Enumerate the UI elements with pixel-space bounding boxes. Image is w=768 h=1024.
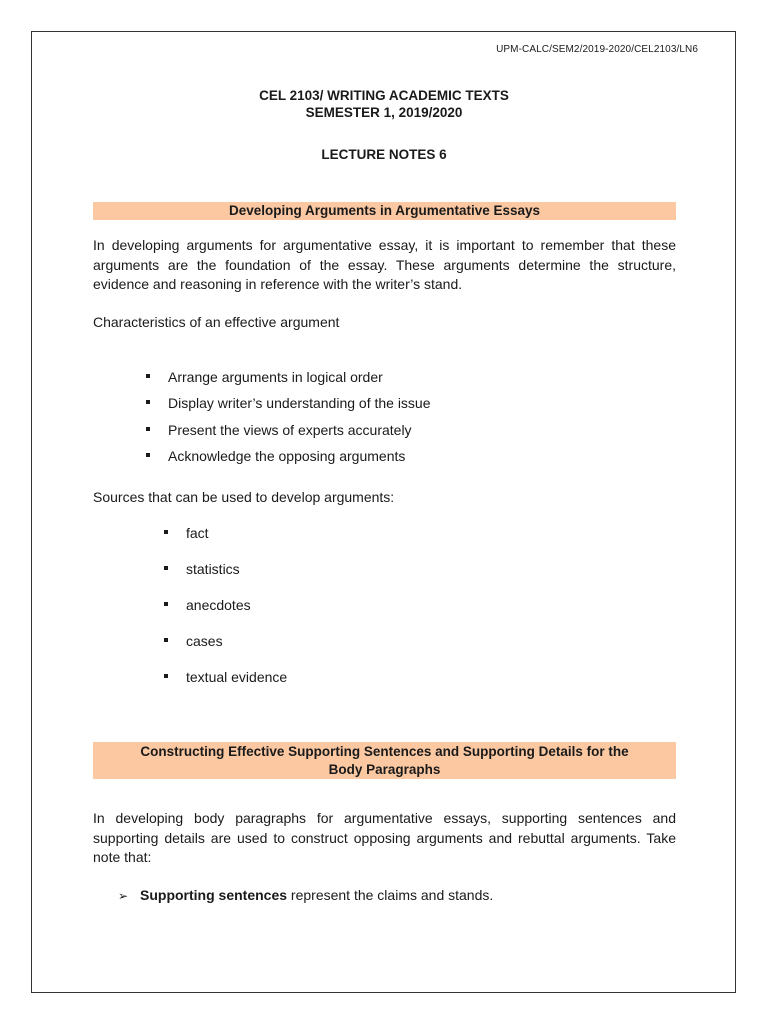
- square-bullet-icon: [146, 427, 150, 431]
- list-item-text: Display writer’s understanding of the issue: [168, 395, 431, 412]
- list-item: [164, 560, 287, 596]
- arrow-item-text: represent the claims and stands.: [287, 887, 494, 903]
- list-item-text: cases: [186, 633, 223, 649]
- square-bullet-icon: [164, 602, 168, 606]
- document-code: UPM-CALC/SEM2/2019-2020/CEL2103/LN6: [496, 44, 698, 55]
- arrow-bullet-icon: ➢: [118, 889, 129, 903]
- square-bullet-icon: [146, 374, 150, 378]
- sources-list: [164, 524, 287, 704]
- section-heading-developing-arguments: Developing Arguments in Argumentative Essays: [93, 202, 676, 220]
- list-item-text: Arrange arguments in logical order: [168, 369, 383, 385]
- list-item-text: Present the views of experts accurately: [168, 421, 412, 438]
- sources-intro: Sources that can be used to develop arguments:: [93, 489, 395, 505]
- list-item: [164, 524, 287, 560]
- square-bullet-icon: [164, 530, 168, 534]
- list-item: [164, 668, 287, 704]
- lecture-title: LECTURE NOTES 6: [321, 147, 447, 162]
- arrow-item-bold: Supporting sentences: [140, 887, 288, 903]
- semester-line: SEMESTER 1, 2019/2020: [305, 105, 463, 120]
- list-item-text: statistics: [186, 561, 240, 577]
- list-item-text: anecdotes: [186, 597, 251, 613]
- square-bullet-icon: [164, 566, 168, 570]
- square-bullet-icon: [164, 674, 168, 678]
- list-item: [164, 632, 287, 668]
- course-title-line: CEL 2103/ WRITING ACADEMIC TEXTS: [259, 88, 509, 103]
- list-item-text: fact: [186, 525, 209, 541]
- arrow-list-item: [118, 886, 493, 905]
- list-item: [146, 447, 431, 473]
- intro-paragraph: In developing arguments for argumentative essay, it is important to remember that these arguments are the foundation of the essay. These arguments determine the structure, evidence and reasoning in reference with the writer’s stand.: [93, 237, 676, 292]
- list-item: [164, 596, 287, 632]
- square-bullet-icon: [146, 453, 150, 457]
- characteristics-list: [146, 368, 431, 473]
- list-item-text: Acknowledge the opposing arguments: [168, 447, 406, 464]
- characteristics-intro: Characteristics of an effective argument: [93, 314, 340, 330]
- list-item-text: textual evidence: [186, 669, 288, 685]
- list-item: [146, 394, 431, 420]
- square-bullet-icon: [164, 638, 168, 642]
- list-item: [146, 368, 431, 394]
- section-heading-line: Constructing Effective Supporting Sentences and Supporting Details for the: [140, 744, 629, 759]
- section-heading-supporting-sentences: [93, 742, 676, 779]
- section-heading-line: Body Paragraphs: [328, 762, 441, 777]
- course-title: [0, 87, 768, 121]
- square-bullet-icon: [146, 400, 150, 404]
- body-paragraphs-intro: In developing body paragraphs for argumentative essays, supporting sentences and supporting details are used to construct opposing arguments and rebuttal arguments. Take note that:: [93, 810, 676, 865]
- list-item: [146, 421, 431, 447]
